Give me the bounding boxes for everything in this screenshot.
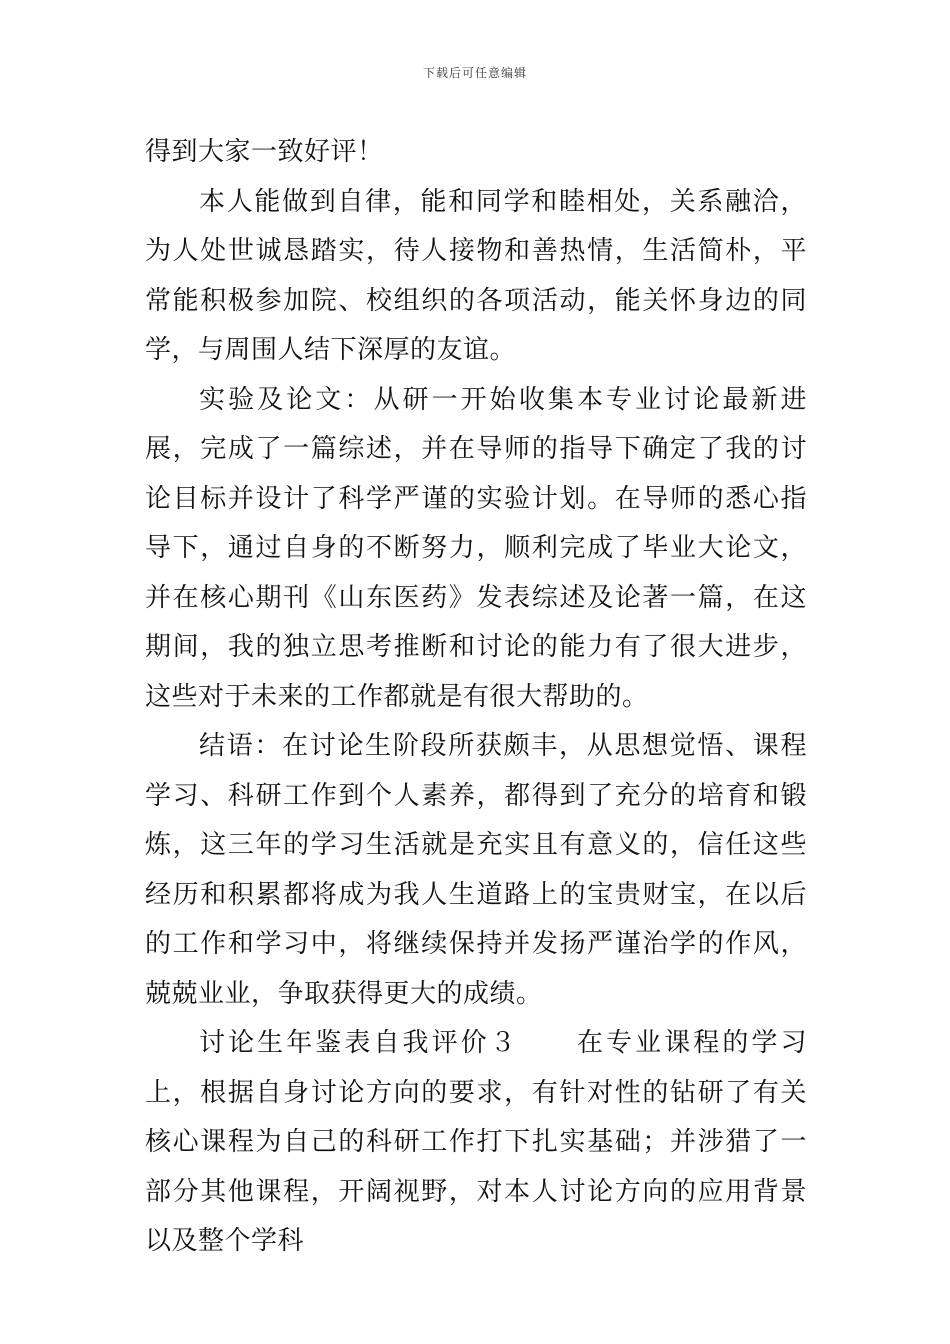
paragraph-self-evaluation-3: 讨论生年鉴表自我评价３ 在专业课程的学习上，根据自身讨论方向的要求，有针对性的钻研了有关核心课程为自己的科研工作打下扎实基础；并涉猎了一部分其他课程，开阔视野，对本人讨论方向的应用背景以及整个学科	[145, 1028, 807, 1256]
paragraph-experiment-thesis: 实验及论文：从研一开始收集本专业讨论最新进展，完成了一篇综述，并在导师的指导下确定了我的讨论目标并设计了科学严谨的实验计划。在导师的悉心指导下，通过自身的不断努力，顺利完成了毕业大论文，并在核心期刊《山东医药》发表综述及论著一篇，在这期间，我的独立思考推断和讨论的能力有了很大进步，这些对于未来的工作都就是有很大帮助的。	[145, 384, 807, 712]
document-body	[145, 128, 807, 1267]
paragraph-self-discipline: 本人能做到自律，能和同学和睦相处，关系融洽，为人处世诚恳踏实，待人接物和善热情，生活简朴，平常能积极参加院、校组织的各项活动，能关怀身边的同学，与周围人结下深厚的友谊。	[145, 186, 807, 365]
paragraph-continuation: 得到大家一致好评！	[145, 137, 384, 167]
page-header-note: 下载后可任意编辑	[422, 66, 527, 80]
paragraph-conclusion: 结语：在讨论生阶段所获颇丰，从思想觉悟、课程学习、科研工作到个人素养，都得到了充分的培育和锻炼，这三年的学习生活就是充实且有意义的，信任这些经历和积累都将成为我人生道路上的宝贵财宝，在以后的工作和学习中，将继续保持并发扬严谨治学的作风，兢兢业业，争取获得更大的成绩。	[145, 731, 807, 1009]
